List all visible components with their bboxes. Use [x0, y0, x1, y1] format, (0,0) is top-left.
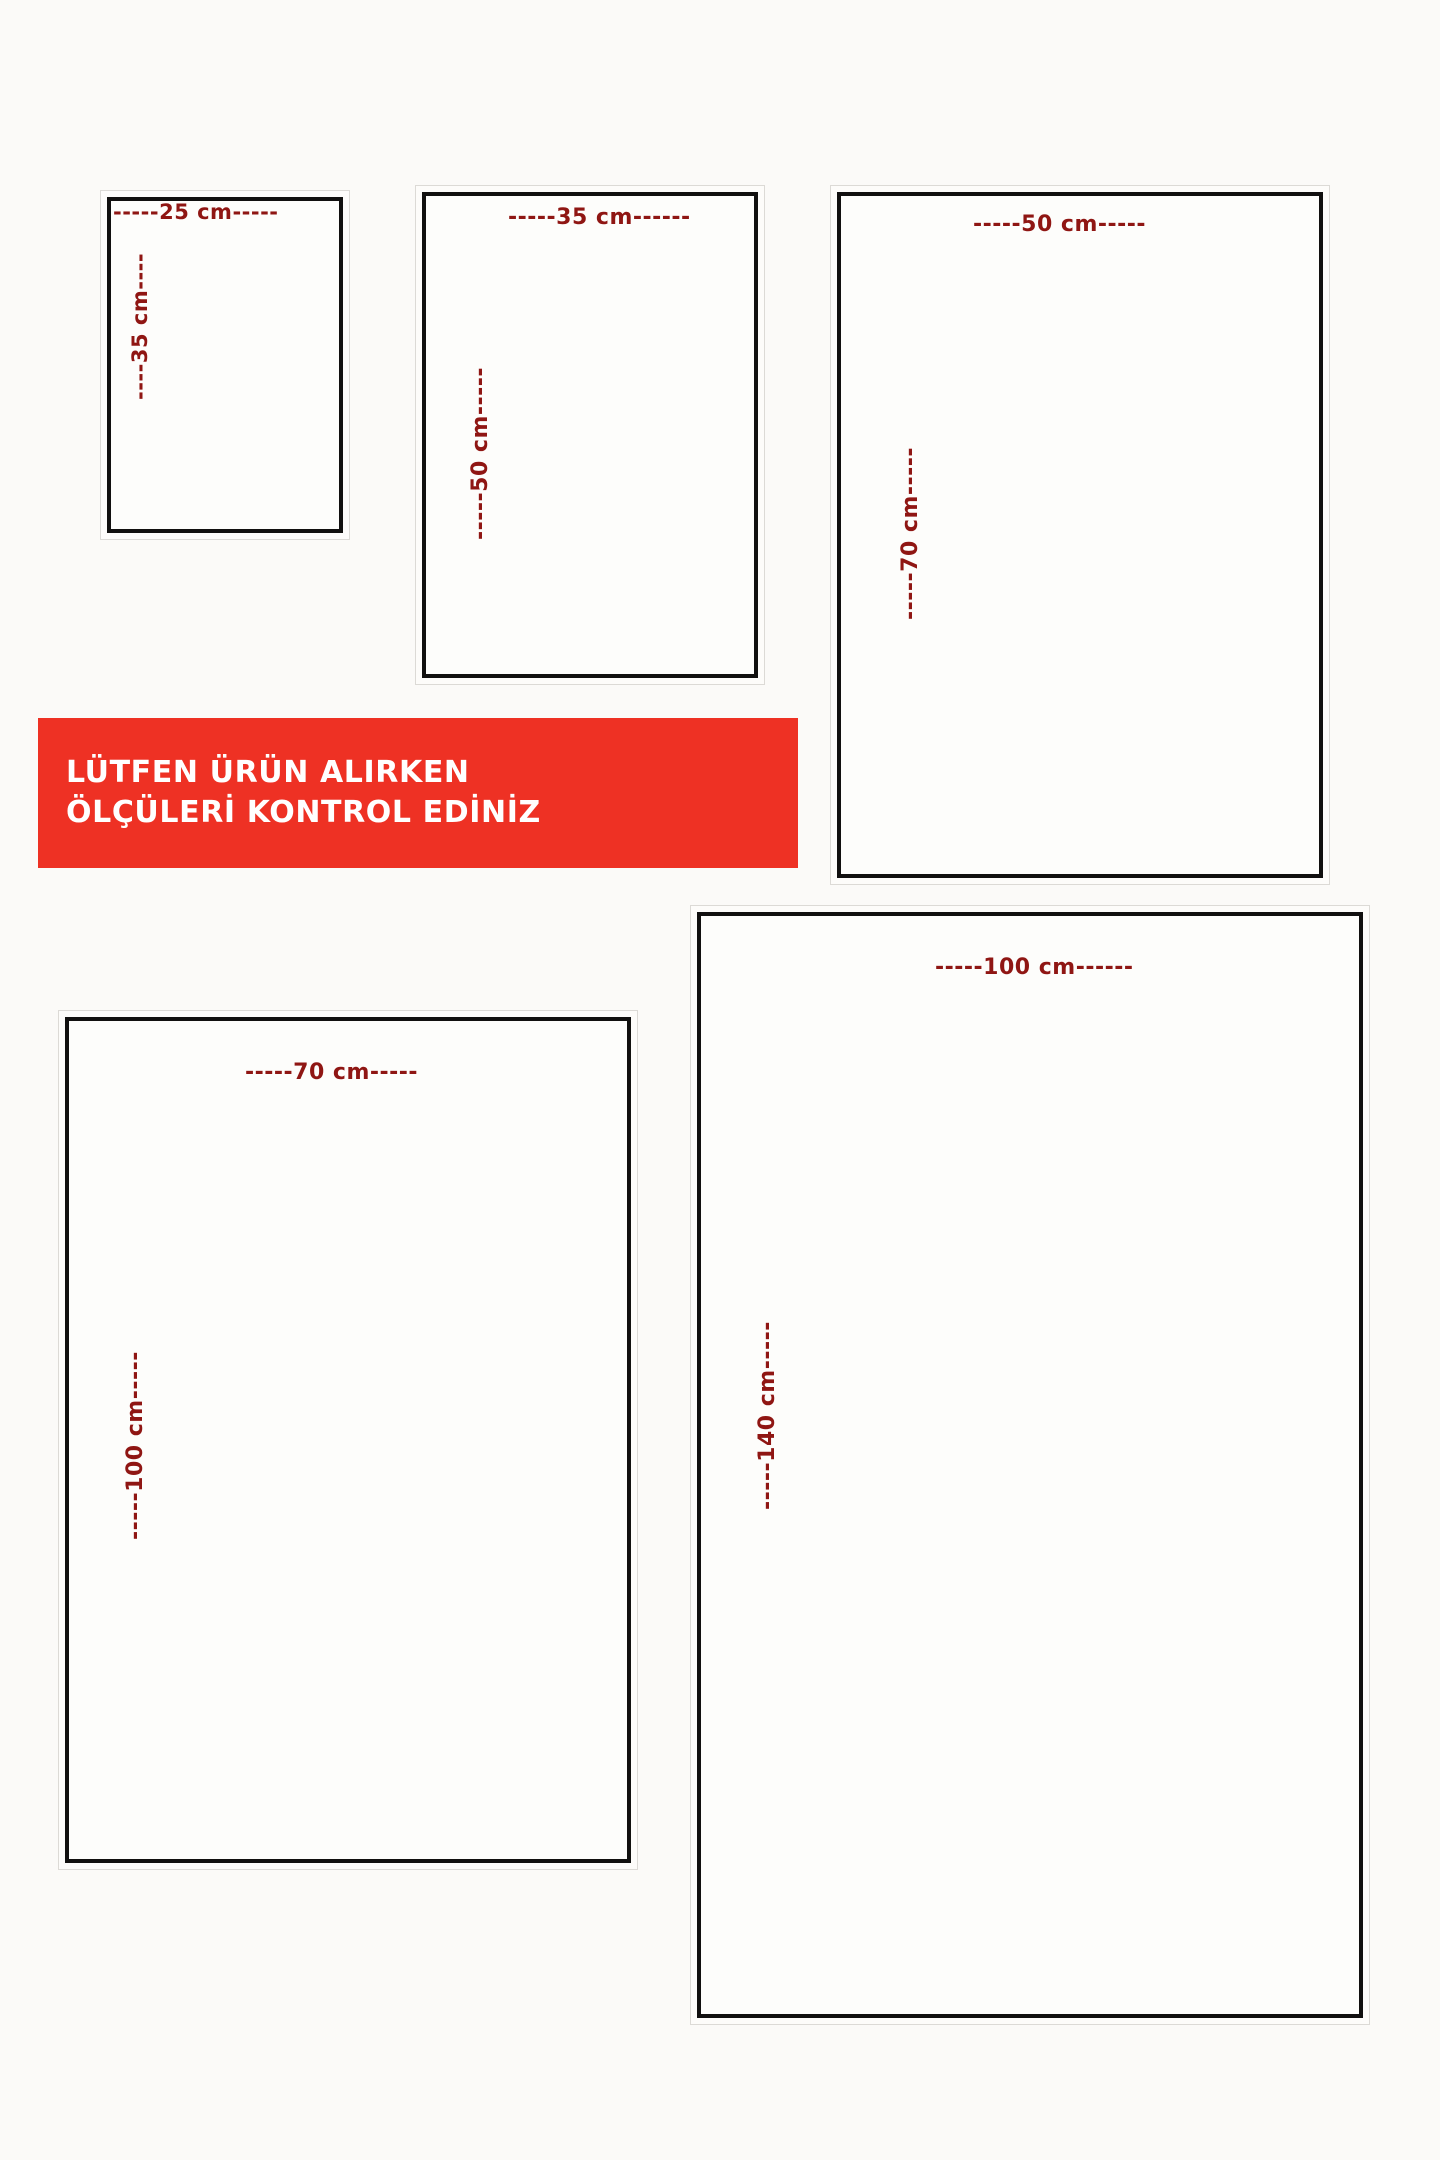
sample-frame-100x140	[690, 905, 1370, 2025]
dimension-label-width-25: -----25 cm-----	[113, 200, 279, 224]
dimension-label-height-35: ----35 cm----	[128, 252, 152, 400]
dimension-label-height-70: -----70 cm-----	[898, 446, 923, 620]
sample-inner-70x100	[65, 1017, 631, 1863]
dimension-label-width-70: -----70 cm-----	[245, 1060, 419, 1085]
warning-line-1: LÜTFEN ÜRÜN ALIRKEN	[66, 755, 470, 791]
sample-inner-100x140	[697, 912, 1363, 2018]
dimension-label-height-50: -----50 cm-----	[468, 366, 493, 540]
dimension-label-height-100: -----100 cm-----	[123, 1351, 148, 1540]
dimension-label-width-100: -----100 cm------	[935, 955, 1134, 980]
dimension-label-width-50: -----50 cm-----	[973, 212, 1147, 237]
dimension-label-height-140: -----140 cm-----	[755, 1321, 780, 1510]
warning-line-2: ÖLÇÜLERİ KONTROL EDİNİZ	[66, 795, 541, 830]
dimension-label-width-35: -----35 cm------	[508, 205, 691, 230]
warning-banner	[38, 718, 798, 868]
